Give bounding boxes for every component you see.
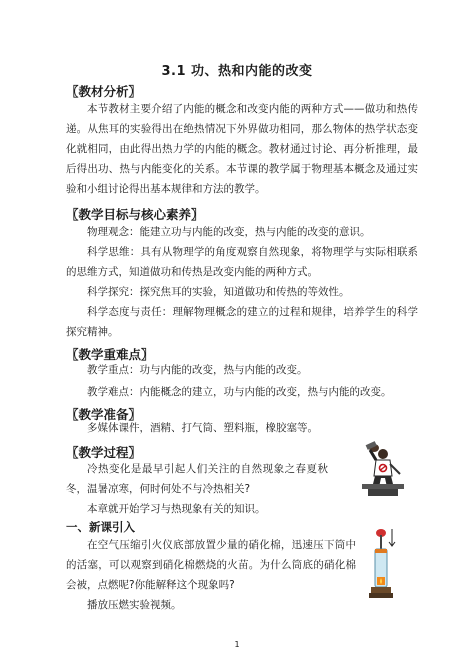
blacksmith-illustration	[358, 440, 408, 498]
section-heading-goals: 〖教学目标与核心素养〗	[66, 207, 204, 222]
fire-piston-apparatus-illustration	[368, 525, 400, 603]
process-intro-paragraph: 冷热变化是最早引起人们关注的自然现象之春夏秋冬，温暑凉寒，何时何处不与冷热相关?	[66, 463, 328, 495]
goal-scientific-inquiry: 科学探究：探究焦耳的实验，知道做功和传热的等效性。	[87, 286, 350, 298]
video-instruction-text: 播放压燃实验视频。	[87, 599, 182, 611]
new-lesson-paragraph: 在空气压缩引火仪底部放置少量的硝化棉，迅速压下筒中的活塞，可以观察到硝化棉燃烧的火苗。为什么筒底的硝化棉会被，点燃呢?你能解释这个现象吗?	[66, 539, 356, 591]
goal-scientific-attitude: 科学态度与责任：理解物理概念的建立的过程和规律，培养学生的科学探究精神。	[66, 306, 418, 338]
difficult-point-text: 教学难点：内能概念的建立，功与内能的改变，热与内能的改变。	[87, 386, 392, 398]
section-heading-key-points: 〖教学重难点〗	[66, 347, 154, 362]
goal-scientific-thinking: 科学思维：具有从物理学的角度观察自然现象，将物理学与实际相联系的思维方式，知道做功和传热是改变内能的两种方式。	[66, 246, 418, 278]
page-title: 3.1 功、热和内能的改变	[161, 64, 313, 79]
goal-physics-concept: 物理观念：能建立功与内能的改变，热与内能的改变的意识。	[87, 226, 371, 238]
new-lesson-heading: 一、新课引入	[66, 520, 135, 534]
analysis-paragraph: 本节教材主要介绍了内能的概念和改变内能的两种方式——做功和热传递。从焦耳的实验得出在绝热情况下外界做功相同，那么物体的热学状态变化就相同，由此得出热力学的内能的概念。教材通过讨论、再分析推理，最后得出功、热与内能变化的关系。本节课的教学属于物理基本概念及通过实验和小组讨论得出基本规律和方法的教学。	[66, 103, 418, 195]
section-heading-analysis: 〖教材分析〗	[66, 84, 142, 99]
section-heading-process: 〖教学过程〗	[66, 445, 142, 460]
page-number: 1	[234, 640, 240, 649]
section-heading-preparation: 〖教学准备〗	[66, 407, 142, 422]
key-point-text: 教学重点：功与内能的改变，热与内能的改变。	[87, 364, 308, 376]
preparation-text: 多媒体课件，酒精、打气筒、塑料瓶，橡胶塞等。	[87, 422, 318, 434]
process-chapter-text: 本章就开始学习与热现象有关的知识。	[87, 503, 266, 515]
